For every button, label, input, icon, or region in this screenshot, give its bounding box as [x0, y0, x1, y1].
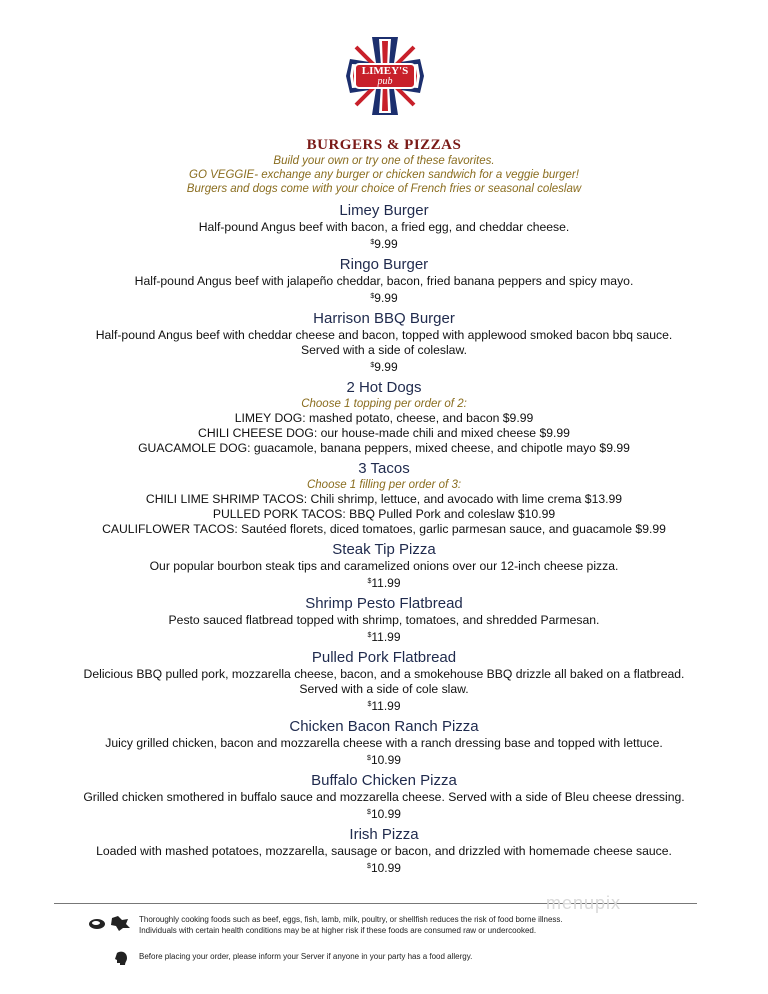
price-value: 9.99 [374, 237, 398, 251]
warning-line-2: Individuals with certain health conditions may be at higher risk if these foods are consumed raw or undercooked. [139, 926, 537, 935]
menu-item [0, 540, 768, 591]
warning-line-1: Thoroughly cooking foods such as beef, eggs, fish, lamb, milk, poultry, or shellfish reduces the risk of food borne illness. [139, 915, 563, 924]
item-price [0, 751, 768, 768]
item-name: Steak Tip Pizza [332, 541, 436, 558]
item-description: Served with a side of coleslaw. [301, 343, 467, 357]
currency-symbol: $ [370, 362, 375, 369]
item-description: Loaded with mashed potatoes, mozzarella, sausage or bacon, and drizzled with homemade cheese sauce. [96, 844, 672, 858]
item-price [0, 289, 768, 306]
item-name: Ringo Burger [339, 256, 429, 273]
menu-item [0, 717, 768, 768]
price-value: 11.99 [371, 699, 401, 713]
item-name: 2 Hot Dogs [346, 379, 422, 396]
logo-line1: LIMEY'S [361, 65, 409, 77]
item-option: PULLED PORK TACOS: BBQ Pulled Pork and coleslaw $10.99 [212, 507, 556, 521]
currency-symbol: $ [370, 239, 375, 246]
item-description: Half-pound Angus beef with bacon, a fried egg, and cheddar cheese. [198, 220, 570, 234]
section-title: BURGERS & PIZZAS [306, 137, 462, 153]
item-price [0, 235, 768, 252]
menu-item [0, 201, 768, 252]
item-name: Harrison BBQ Burger [313, 310, 455, 327]
menu-list [0, 201, 768, 879]
price-value: 11.99 [371, 630, 401, 644]
item-name: Chicken Bacon Ranch Pizza [289, 718, 479, 735]
item-description: Served with a side of cole slaw. [299, 682, 469, 696]
allergy-text: Before placing your order, please inform your Server if anyone in your party has a food allergy. [139, 952, 473, 961]
item-name: Buffalo Chicken Pizza [311, 772, 457, 789]
section-header [0, 137, 768, 196]
currency-symbol: $ [367, 809, 371, 816]
item-option: CHILI LIME SHRIMP TACOS: Chili shrimp, lettuce, and avocado with lime crema $13.99 [145, 492, 623, 506]
item-choose-note: Choose 1 filling per order of 3: [306, 479, 462, 491]
menu-item [0, 378, 768, 456]
item-price [0, 574, 768, 591]
currency-symbol: $ [367, 578, 372, 585]
section-intro-2: GO VEGGIE- exchange any burger or chicken sandwich for a veggie burger! [189, 169, 579, 181]
server-head-icon [112, 950, 130, 971]
price-value: 9.99 [374, 291, 398, 305]
logo-line2: pub [377, 76, 393, 87]
item-name: Limey Burger [339, 202, 429, 219]
item-name: Shrimp Pesto Flatbread [305, 595, 463, 612]
menu-item [0, 648, 768, 714]
item-description: Our popular bourbon steak tips and caramelized onions over our 12-inch cheese pizza. [149, 559, 619, 573]
item-description: Grilled chicken smothered in buffalo sauce and mozzarella cheese. Served with a side of Bleu cheese dressing. [83, 790, 685, 804]
item-description: Juicy grilled chicken, bacon and mozzarella cheese with a ranch dressing base and topped with lettuce. [105, 736, 663, 750]
limeys-pub-logo [342, 33, 428, 119]
currency-symbol: $ [367, 701, 372, 708]
item-price [0, 358, 768, 375]
item-price [0, 697, 768, 714]
currency-symbol: $ [370, 293, 375, 300]
currency-symbol: $ [367, 632, 372, 639]
item-option: LIMEY DOG: mashed potato, cheese, and bacon $9.99 [234, 411, 534, 425]
item-description: Half-pound Angus beef with jalapeño cheddar, bacon, fried banana peppers and spicy mayo. [134, 274, 634, 288]
price-value: 10.99 [370, 861, 401, 875]
item-option: CHILI CHEESE DOG: our house-made chili and mixed cheese $9.99 [198, 426, 570, 440]
item-name: Pulled Pork Flatbread [311, 649, 457, 666]
currency-symbol: $ [367, 755, 371, 762]
item-option: CAULIFLOWER TACOS: Sautéed florets, diced tomatoes, garlic parmesan sauce, and guacamole $9.99 [102, 522, 666, 536]
section-intro-3: Burgers and dogs come with your choice of French fries or seasonal coleslaw [186, 183, 582, 195]
item-description: Half-pound Angus beef with cheddar cheese and bacon, topped with applewood smoked bacon bbq sauce. [95, 328, 673, 342]
item-description: Delicious BBQ pulled pork, mozzarella cheese, bacon, and a smokehouse BBQ drizzle all baked on a flatbread. [83, 667, 685, 681]
menu-item [0, 771, 768, 822]
section-intro-1: Build your own or try one of these favorites. [273, 155, 495, 167]
item-option: GUACAMOLE DOG: guacamole, banana peppers, mixed cheese, and chipotle mayo $9.99 [138, 441, 630, 455]
price-value: 10.99 [370, 753, 401, 767]
menupix-watermark: menupix [546, 893, 622, 913]
item-name: 3 Tacos [358, 460, 410, 477]
currency-symbol: $ [367, 863, 371, 870]
price-value: 9.99 [374, 360, 398, 374]
raw-food-icons [88, 914, 132, 935]
menu-item [0, 255, 768, 306]
menu-item [0, 459, 768, 537]
item-price [0, 628, 768, 645]
price-value: 11.99 [371, 576, 401, 590]
item-choose-note: Choose 1 topping per order of 2: [301, 398, 467, 410]
menu-item [0, 309, 768, 375]
price-value: 10.99 [370, 807, 401, 821]
menu-item [0, 825, 768, 876]
menu-item [0, 594, 768, 645]
item-name: Irish Pizza [349, 826, 419, 843]
item-description: Pesto sauced flatbread topped with shrimp, tomatoes, and shredded Parmesan. [168, 613, 600, 627]
item-price [0, 859, 768, 876]
item-price [0, 805, 768, 822]
